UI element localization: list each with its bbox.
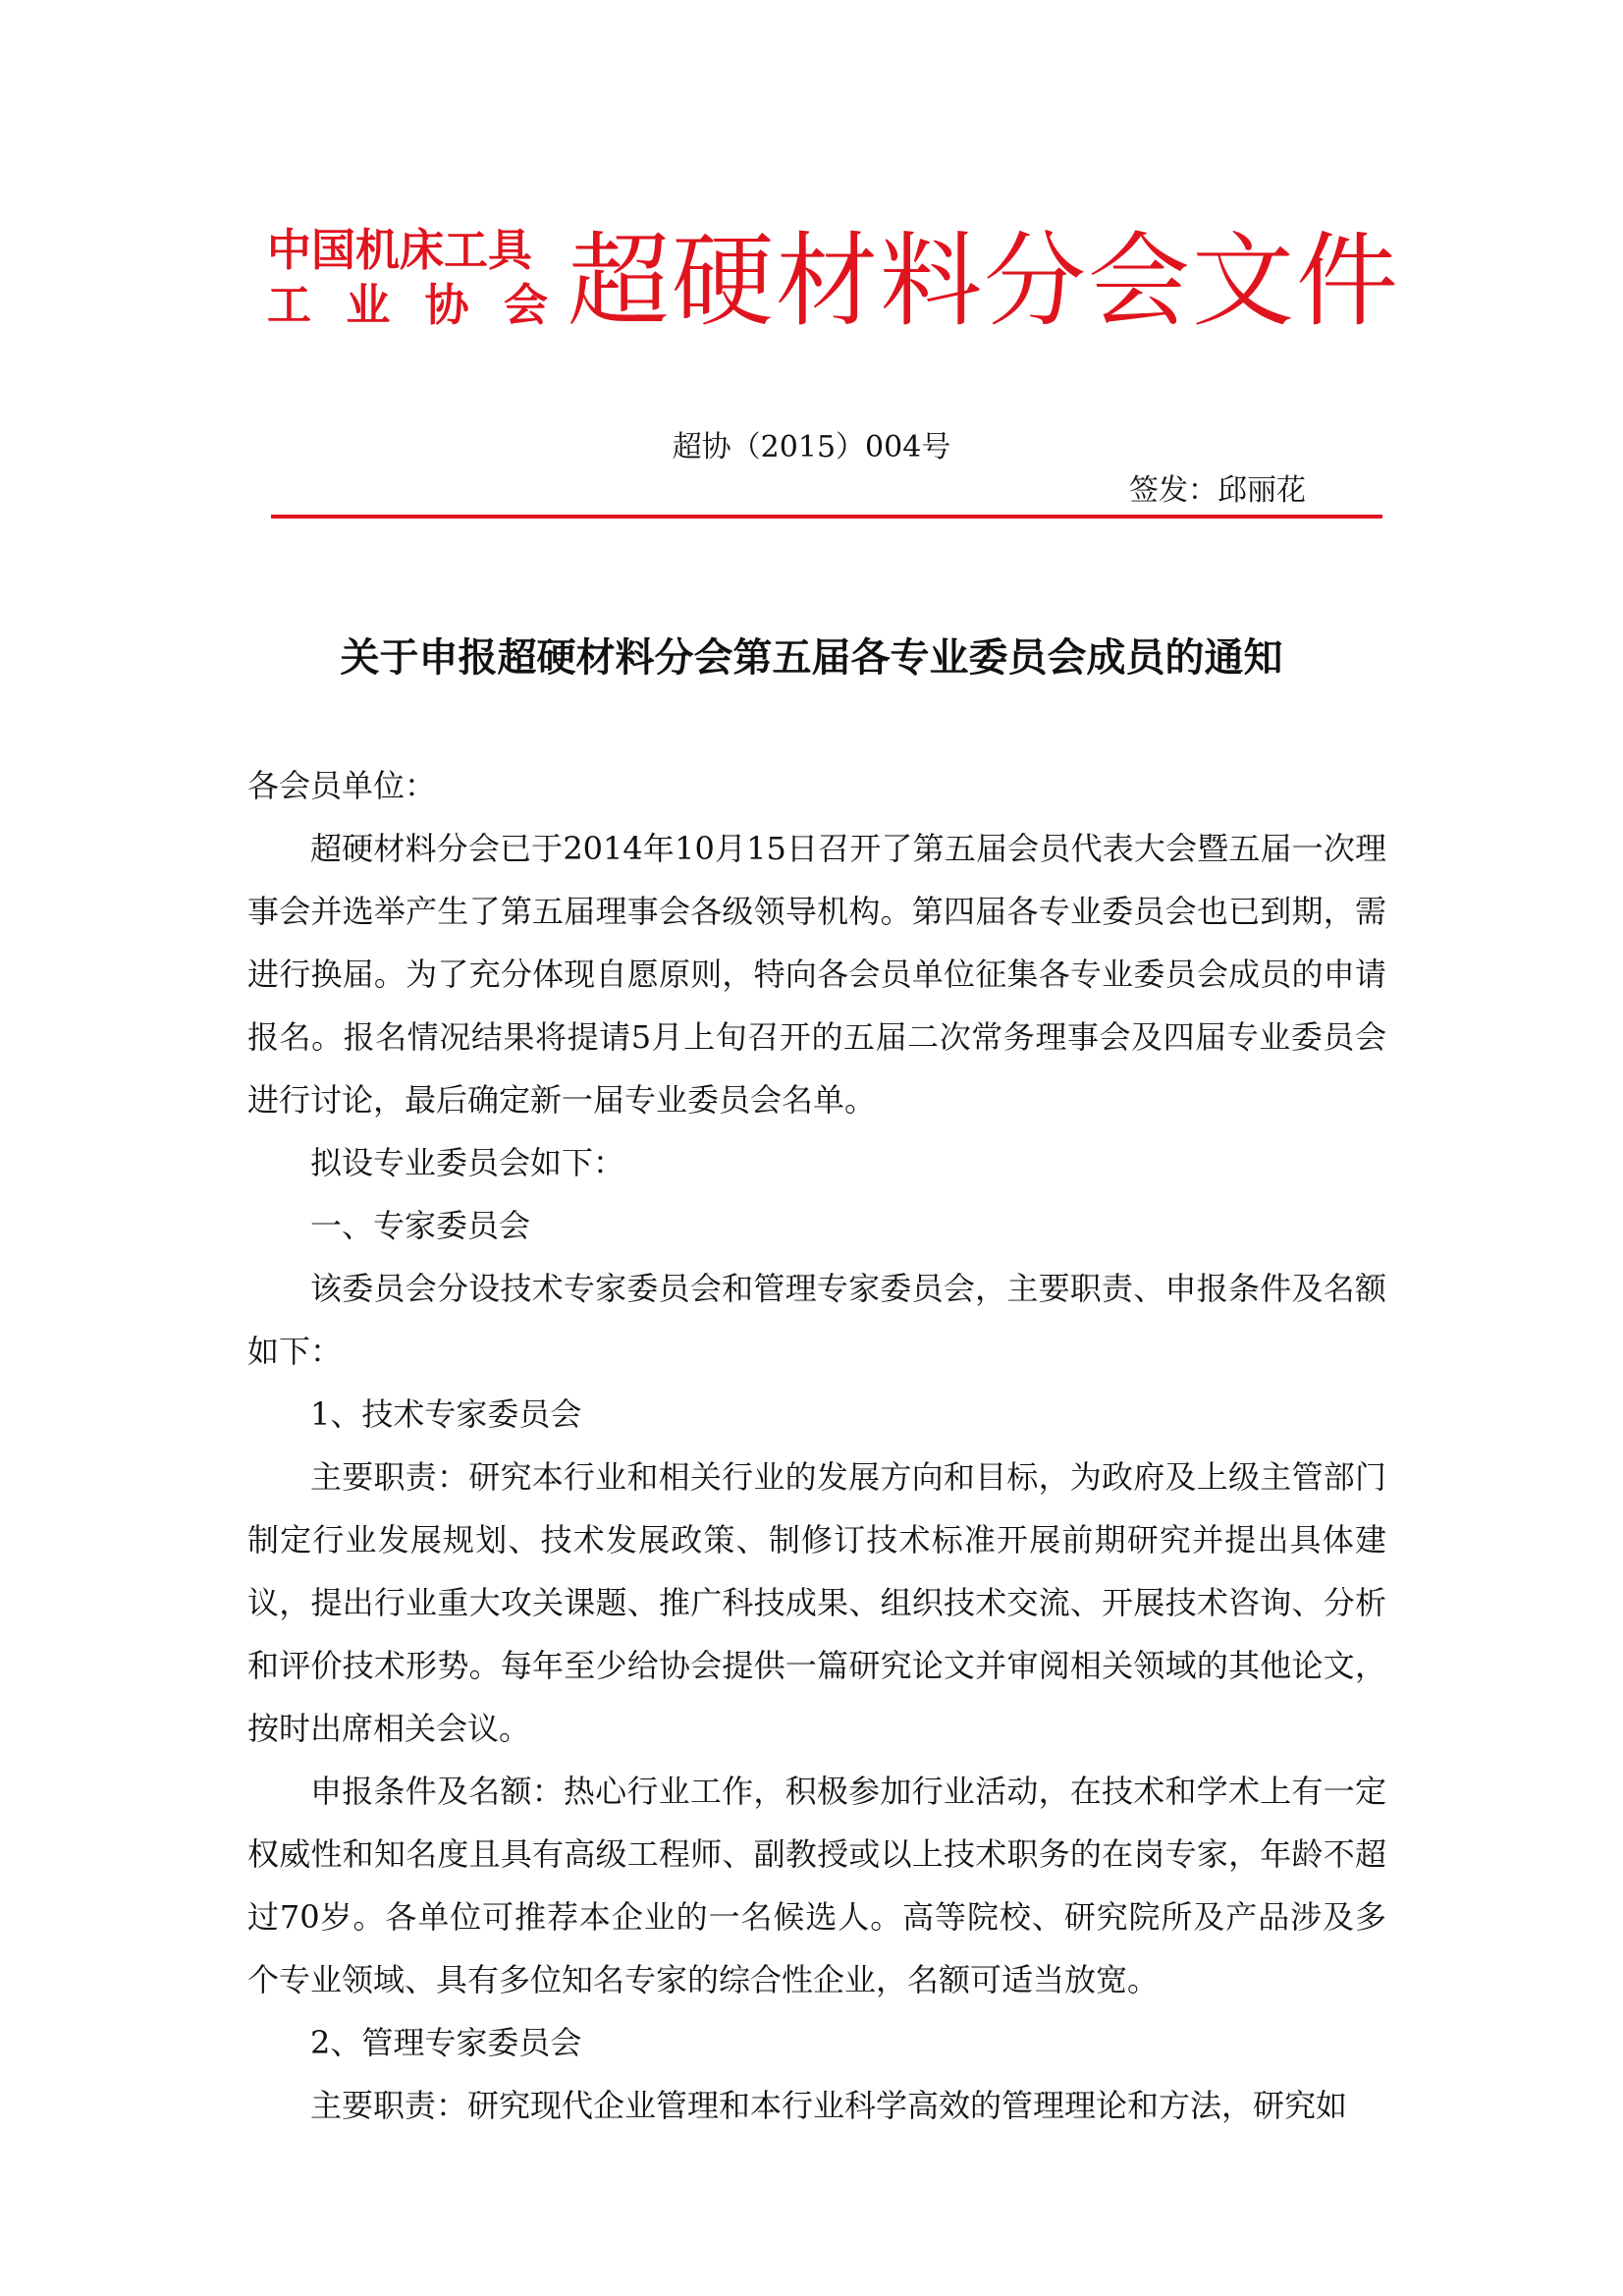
document-number: 超协（2015）004号 bbox=[672, 430, 951, 465]
body-paragraph: 拟设专业委员会如下： bbox=[310, 1144, 625, 1181]
body-paragraph: 超硬材料分会已于2014年10月15日召开了第五届会员代表大会暨五届一次理事会并选举产生了第五届理事会各级领导机构。第四届各专业委员会也已到期，需进行换届。为了充分体现自愿原则，特向各会员单位征集各专业委员会成员的申请报名。报名情况结果将提请5月上旬召开的五届二次常务理事会及四届专业委员会进行讨论，最后确定新一届专业委员会名单。 bbox=[247, 830, 1386, 1119]
issuer-organization bbox=[267, 224, 552, 334]
issuer-line-2 bbox=[267, 279, 548, 334]
issuer-char: 业 bbox=[346, 279, 391, 331]
body-paragraph: 主要职责：研究本行业和相关行业的发展方向和目标，为政府及上级主管部门制定行业发展规划、技术发展政策、制修订技术标准开展前期研究并提出具体建议，提出行业重大攻关课题、推广科技成果、组织技术交流、开展技术咨询、分析和评价技术形势。每年至少给协会提供一篇研究论文并审阅相关领域的其他论文，按时出席相关会议。 bbox=[247, 1458, 1386, 1747]
section-heading: 一、专家委员会 bbox=[310, 1207, 531, 1244]
issuer-char: 工 bbox=[267, 279, 312, 331]
document-title: 关于申报超硬材料分会第五届各专业委员会成员的通知 bbox=[340, 635, 1283, 681]
body-paragraph: 申报条件及名额：热心行业工作，积极参加行业活动，在技术和学术上有一定权威性和知名度且具有高级工程师、副教授或以上技术职务的在岗专家，年龄不超过70岁。各单位可推荐本企业的一名候选人。高等院校、研究院所及产品涉及多个专业领域、具有多位知名专家的综合性企业，名额可适当放宽。 bbox=[247, 1773, 1386, 1998]
issuer-char: 协 bbox=[424, 279, 469, 331]
signer: 签发：邱丽花 bbox=[1129, 473, 1306, 508]
subsection-heading: 1、技术专家委员会 bbox=[310, 1395, 582, 1433]
body-paragraph: 主要职责：研究现代企业管理和本行业科学高效的管理理论和方法，研究如 bbox=[310, 2087, 1348, 2124]
issuer-branch-heading: 超硬材料分会文件 bbox=[568, 221, 1401, 341]
document-body bbox=[247, 754, 1386, 2137]
body-paragraph: 该委员会分设技术专家委员会和管理专家委员会，主要职责、申报条件及名额如下： bbox=[247, 1270, 1386, 1370]
issuer-char: 会 bbox=[503, 279, 548, 331]
issuer-line-1: 中国机床工具 bbox=[267, 224, 533, 276]
subsection-heading: 2、管理专家委员会 bbox=[310, 2024, 582, 2061]
header-divider bbox=[271, 515, 1382, 519]
salutation: 各会员单位： bbox=[247, 767, 437, 804]
